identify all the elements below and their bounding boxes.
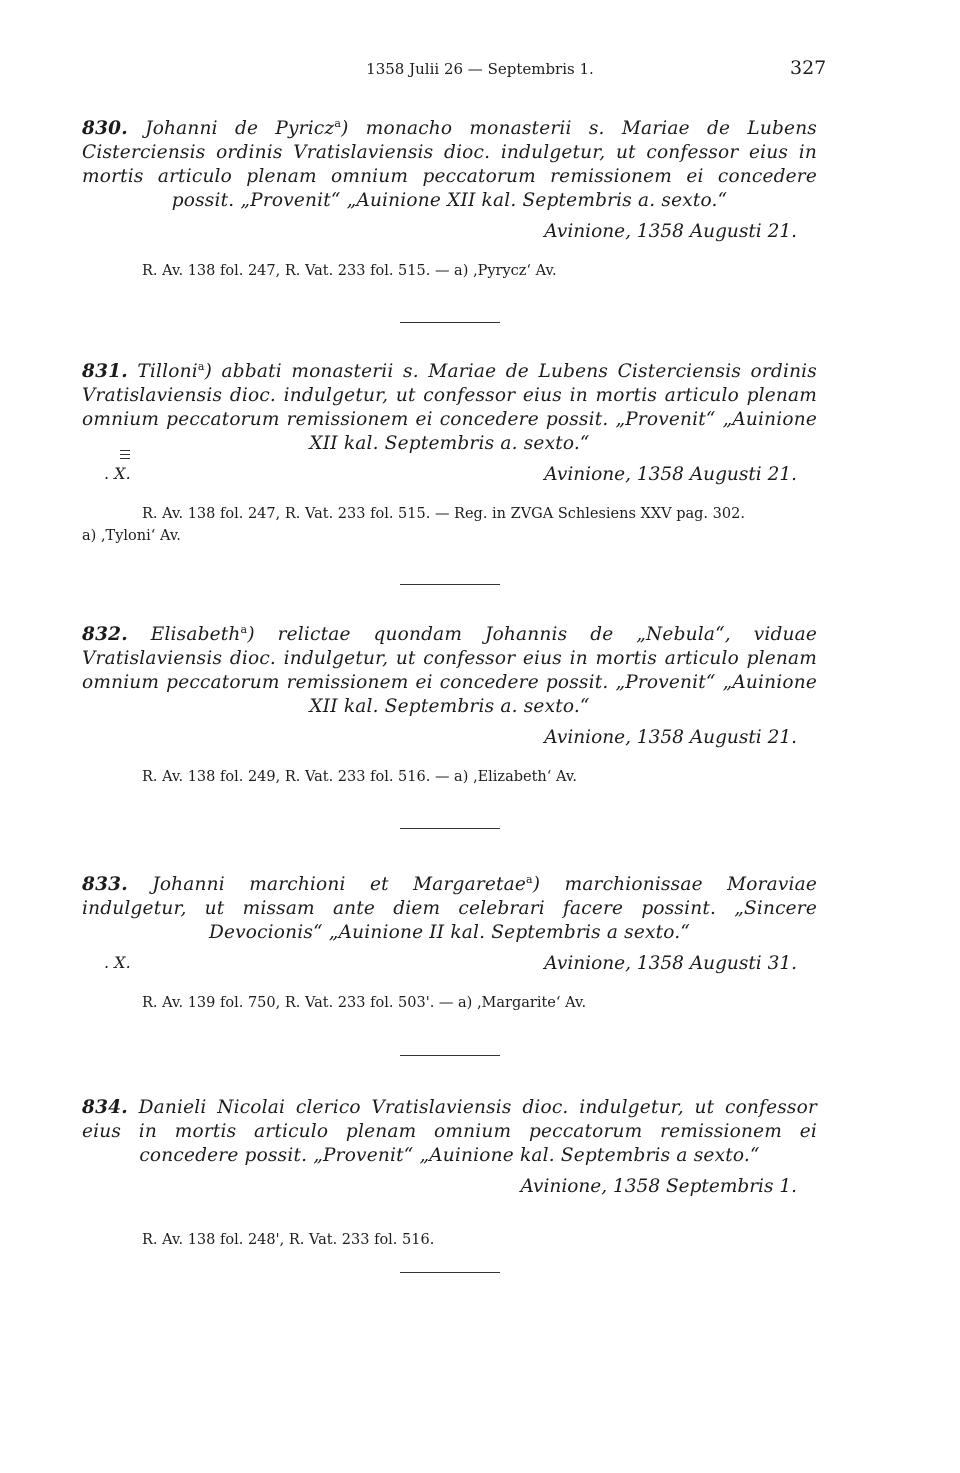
entry-text bbox=[82, 112, 817, 213]
entry-number: 830. bbox=[82, 118, 128, 140]
entry-number: 833. bbox=[82, 874, 128, 896]
separator-rule bbox=[400, 322, 500, 323]
entry-text-part: ) relictae quondam Johannis de „Nebula“, viduae Vratislaviensis dioc. indulgetur, ut confessor eius in mortis articulo plenam omnium peccatorum remissionem ei concedere possit. „Provenit“ „Auinione XII kal. Septembris a. sexto.“ bbox=[82, 624, 817, 718]
entry-text-part: Danieli Nicolai clerico Vratislaviensis dioc. indulgetur, ut confessor eius in mortis articulo plenam omnium peccatorum remissionem ei concedere possit. „Provenit“ „Auinione kal. Septembris a sexto.“ bbox=[82, 1097, 817, 1166]
source-reference: R. Av. 139 fol. 750, R. Vat. 233 fol. 503'. — a) ‚Margarite‘ Av. bbox=[142, 995, 587, 1012]
place-date-row bbox=[82, 464, 817, 494]
entry-number: 831. bbox=[82, 361, 128, 383]
source-reference: R. Av. 138 fol. 247, R. Vat. 233 fol. 515. — Reg. in ZVGA Schlesiens XXV pag. 302. bbox=[142, 506, 745, 523]
entry-830 bbox=[82, 112, 817, 281]
marginal-lines-icon bbox=[120, 450, 130, 462]
footnote-mark: a bbox=[240, 623, 248, 636]
footnote-mark: a bbox=[526, 873, 533, 886]
source-reference: R. Av. 138 fol. 249, R. Vat. 233 fol. 516. — a) ‚Elizabeth‘ Av. bbox=[142, 769, 577, 786]
place-date-row bbox=[82, 1176, 817, 1206]
entry-text-part: ) abbati monasterii s. Mariae de Lubens Cisterciensis ordinis Vratislaviensis dioc. indulgetur, ut confessor eius in mortis articulo plenam omnium peccatorum remissionem ei concedere possit. „Provenit“ „Auinione XII kal. Septembris a. sexto.“ bbox=[82, 361, 817, 455]
entry-text bbox=[82, 1096, 817, 1168]
footnote: a) ‚Tyloni‘ Av. bbox=[82, 528, 181, 545]
place-date-row bbox=[82, 727, 817, 757]
running-title: 1358 Julii 26 — Septembris 1. bbox=[366, 60, 594, 78]
marginal-mark: . X. bbox=[104, 953, 131, 973]
entry-text-part: Tilloni bbox=[127, 361, 198, 383]
separator-rule bbox=[400, 1272, 500, 1273]
entry-text bbox=[82, 868, 817, 945]
entry-text-part: ) monacho monasterii s. Mariae de Lubens Cisterciensis ordinis Vratislaviensis dioc. indulgetur, ut confessor eius in mortis articulo plenam omnium peccatorum remissionem ei concedere possit. „Provenit“ „Auinione XII kal. Septembris a. sexto.“ bbox=[82, 118, 818, 212]
source-reference: R. Av. 138 fol. 248', R. Vat. 233 fol. 516. bbox=[142, 1232, 435, 1248]
entry-text-part: Elisabeth bbox=[127, 624, 241, 646]
page-number: 327 bbox=[790, 57, 827, 79]
entry-text-part: ) marchionissae Moraviae indulgetur, ut missam ante diem celebrari facere possint. „Sincere Devocionis“ „Auinione II kal. Septembris a sexto.“ bbox=[82, 874, 817, 944]
entry-834 bbox=[82, 1096, 817, 1250]
entry-832 bbox=[82, 618, 817, 787]
marginal-mark: . X. bbox=[104, 464, 131, 484]
entry-text bbox=[82, 355, 817, 456]
place-date: Avinione, 1358 Augusti 31. bbox=[544, 953, 797, 975]
place-date-row bbox=[82, 221, 817, 251]
separator-rule bbox=[400, 1055, 500, 1056]
footnote-mark: a bbox=[334, 117, 342, 130]
place-date: Avinione, 1358 Augusti 21. bbox=[544, 727, 797, 749]
entry-text bbox=[82, 618, 817, 719]
footnote-mark: a bbox=[197, 360, 205, 373]
entry-text-part: Johanni de Pyricz bbox=[127, 118, 335, 140]
source-reference: R. Av. 138 fol. 247, R. Vat. 233 fol. 515. — a) ‚Pyrycz‘ Av. bbox=[142, 263, 557, 280]
place-date: Avinione, 1358 Augusti 21. bbox=[544, 464, 797, 486]
entry-831 bbox=[82, 355, 817, 546]
separator-rule bbox=[400, 828, 500, 829]
entry-number: 834. bbox=[82, 1097, 128, 1118]
entry-number: 832. bbox=[82, 624, 128, 646]
place-date-row bbox=[82, 953, 817, 983]
entry-833 bbox=[82, 868, 817, 1013]
separator-rule bbox=[400, 584, 500, 585]
place-date: Avinione, 1358 Augusti 21. bbox=[544, 221, 797, 243]
entry-text-part: Johanni marchioni et Margaretae bbox=[127, 874, 527, 896]
place-date: Avinione, 1358 Septembris 1. bbox=[520, 1176, 797, 1197]
